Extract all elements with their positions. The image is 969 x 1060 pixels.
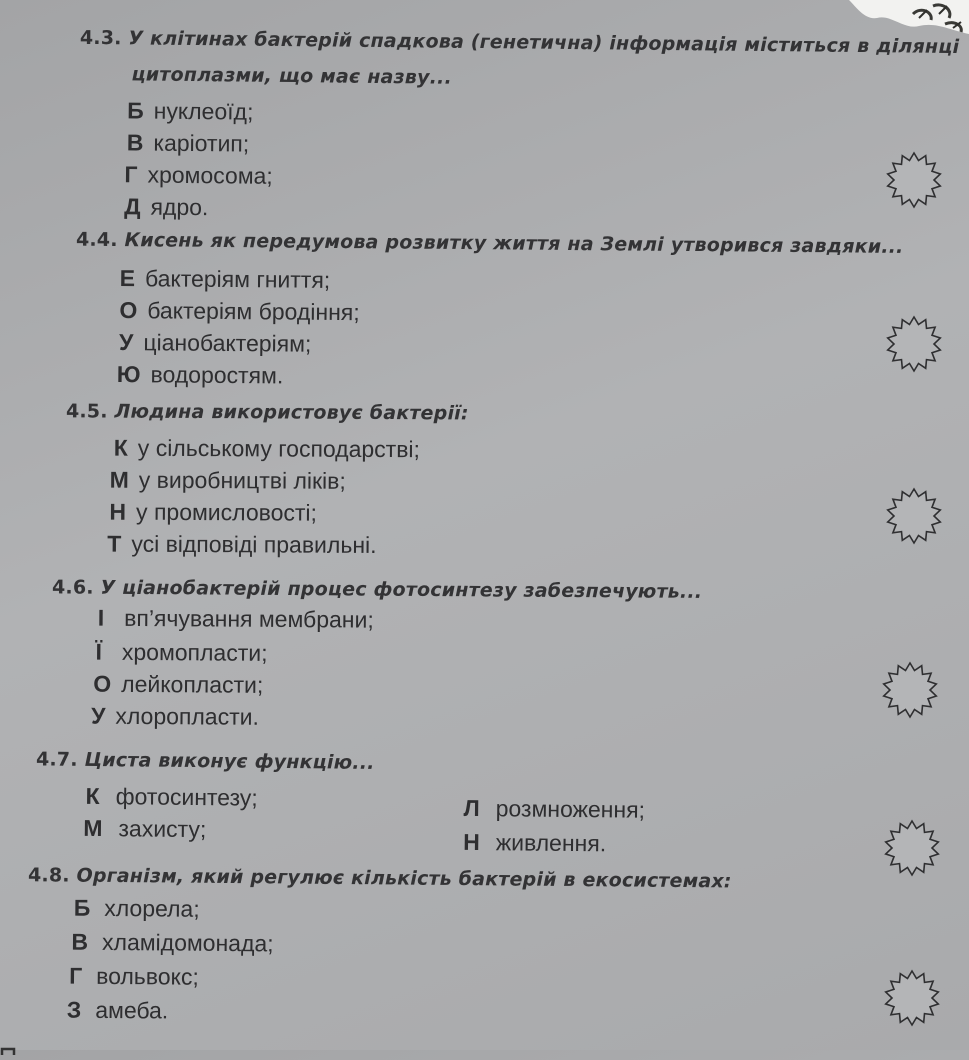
option-letter: Г: [124, 161, 138, 188]
answer-option[interactable]: [127, 129, 250, 157]
option-text: каріотип;: [153, 129, 250, 157]
question-line: Кисень як передумова розвитку життя на Землі утворився завдяки...: [124, 229, 904, 258]
answer-option[interactable]: [124, 193, 209, 221]
question-text: [52, 576, 702, 603]
question-number: 4.4.: [75, 228, 118, 252]
question-number: 4.5.: [65, 400, 108, 423]
option-letter: Е: [119, 265, 136, 292]
option-text: вольвокс;: [96, 962, 199, 990]
answer-option[interactable]: [83, 815, 206, 843]
option-letter: У: [91, 702, 106, 729]
answer-option[interactable]: [67, 997, 169, 1025]
option-text: хлорела;: [104, 894, 200, 922]
answer-option[interactable]: [110, 467, 346, 495]
question-line: У клітинах бактерій спадкова (генетична) інформація міститься в ділянці: [128, 27, 960, 59]
option-text: хламідомонада;: [101, 928, 274, 957]
option-letter: В: [126, 129, 144, 156]
starburst-icon[interactable]: [880, 660, 940, 720]
option-letter: Ї: [95, 638, 103, 665]
option-text: хромосома;: [147, 161, 273, 189]
option-text: хлоропласти.: [115, 702, 260, 730]
question-text-continued: цитоплазми, що має назву...: [131, 63, 453, 89]
answer-option[interactable]: [74, 895, 200, 923]
question-number: 4.7.: [35, 748, 78, 771]
option-text: амеба.: [95, 996, 169, 1024]
option-letter: В: [71, 928, 89, 955]
starburst-icon[interactable]: [884, 314, 944, 374]
question-line: Організм, який регулює кількість бактерій в екосистемах:: [76, 864, 732, 893]
option-letter: Н: [463, 828, 480, 856]
starburst-icon[interactable]: [882, 818, 942, 878]
page-edge-mark: [0, 1042, 18, 1050]
starburst-icon[interactable]: [884, 150, 944, 210]
question-text: [76, 229, 904, 258]
option-text: бактеріям бродіння;: [147, 297, 360, 326]
question-4-3: [0, 0, 969, 221]
option-text: у сільському господарстві;: [137, 434, 421, 463]
question-text: [66, 400, 469, 424]
option-text: у виробництві ліків;: [138, 466, 346, 494]
answer-option[interactable]: [124, 161, 273, 190]
answer-option[interactable]: [71, 929, 273, 958]
option-letter: З: [66, 996, 82, 1023]
question-text: [80, 27, 960, 58]
option-text: усі відповіді правильні.: [131, 530, 377, 558]
option-letter: О: [119, 297, 138, 324]
answer-option[interactable]: [93, 671, 263, 699]
option-letter: І: [97, 604, 105, 631]
option-letter: М: [83, 814, 103, 842]
option-text: живлення.: [495, 829, 607, 857]
question-line: Людина використовує бактерії:: [114, 400, 469, 425]
option-letter: М: [109, 466, 129, 493]
option-text: ядро.: [150, 193, 209, 221]
starburst-icon[interactable]: [882, 968, 942, 1028]
option-text: водоростям.: [150, 361, 284, 389]
option-letter: О: [93, 670, 112, 697]
option-letter: Б: [127, 97, 144, 124]
question-line: У ціанобактерій процес фотосинтезу забезпечують...: [100, 576, 703, 603]
option-text: розмноження;: [495, 795, 646, 823]
answer-option[interactable]: [98, 605, 374, 634]
question-number: 4.6.: [51, 576, 94, 599]
option-letter: Т: [107, 530, 122, 557]
answer-option[interactable]: [127, 97, 254, 125]
answer-option[interactable]: [463, 795, 645, 824]
answer-option[interactable]: [95, 639, 267, 667]
question-line: Циста виконує функцію...: [84, 748, 375, 774]
option-letter: К: [113, 434, 128, 461]
option-letter: Г: [69, 962, 83, 989]
option-letter: Н: [109, 498, 127, 525]
option-letter: Б: [73, 894, 91, 921]
answer-option[interactable]: [109, 499, 317, 527]
answer-option[interactable]: [114, 435, 420, 464]
option-text: нуклеоїд;: [153, 97, 254, 125]
question-text: [36, 748, 375, 774]
answer-option[interactable]: [107, 531, 376, 559]
option-text: вп’ячування мембрани;: [124, 604, 374, 633]
option-text: бактеріям гниття;: [144, 265, 331, 293]
option-letter: К: [85, 782, 100, 810]
answer-option[interactable]: [85, 783, 257, 812]
option-letter: Д: [124, 193, 141, 220]
question-number: 4.8.: [27, 864, 70, 887]
option-text: ціанобактеріям;: [143, 329, 312, 357]
starburst-icon[interactable]: [884, 486, 944, 546]
answer-option[interactable]: [463, 829, 606, 857]
answer-option[interactable]: [119, 329, 311, 358]
answer-option[interactable]: [120, 265, 331, 294]
answer-option[interactable]: [69, 963, 199, 991]
option-text: захисту;: [118, 815, 207, 843]
option-letter: У: [119, 329, 134, 356]
option-text: фотосинтезу;: [115, 783, 258, 811]
option-letter: Л: [463, 794, 480, 822]
answer-option[interactable]: [119, 297, 360, 326]
question-text: [28, 864, 732, 892]
question-number: 4.3.: [79, 26, 122, 50]
floral-ornament-icon: [849, 0, 969, 40]
answer-option[interactable]: [117, 361, 284, 389]
option-text: хромопласти;: [121, 638, 268, 666]
option-text: лейкопласти;: [121, 670, 264, 698]
answer-option[interactable]: [91, 703, 259, 731]
option-letter: Ю: [116, 361, 141, 388]
option-text: у промисловості;: [136, 498, 318, 526]
